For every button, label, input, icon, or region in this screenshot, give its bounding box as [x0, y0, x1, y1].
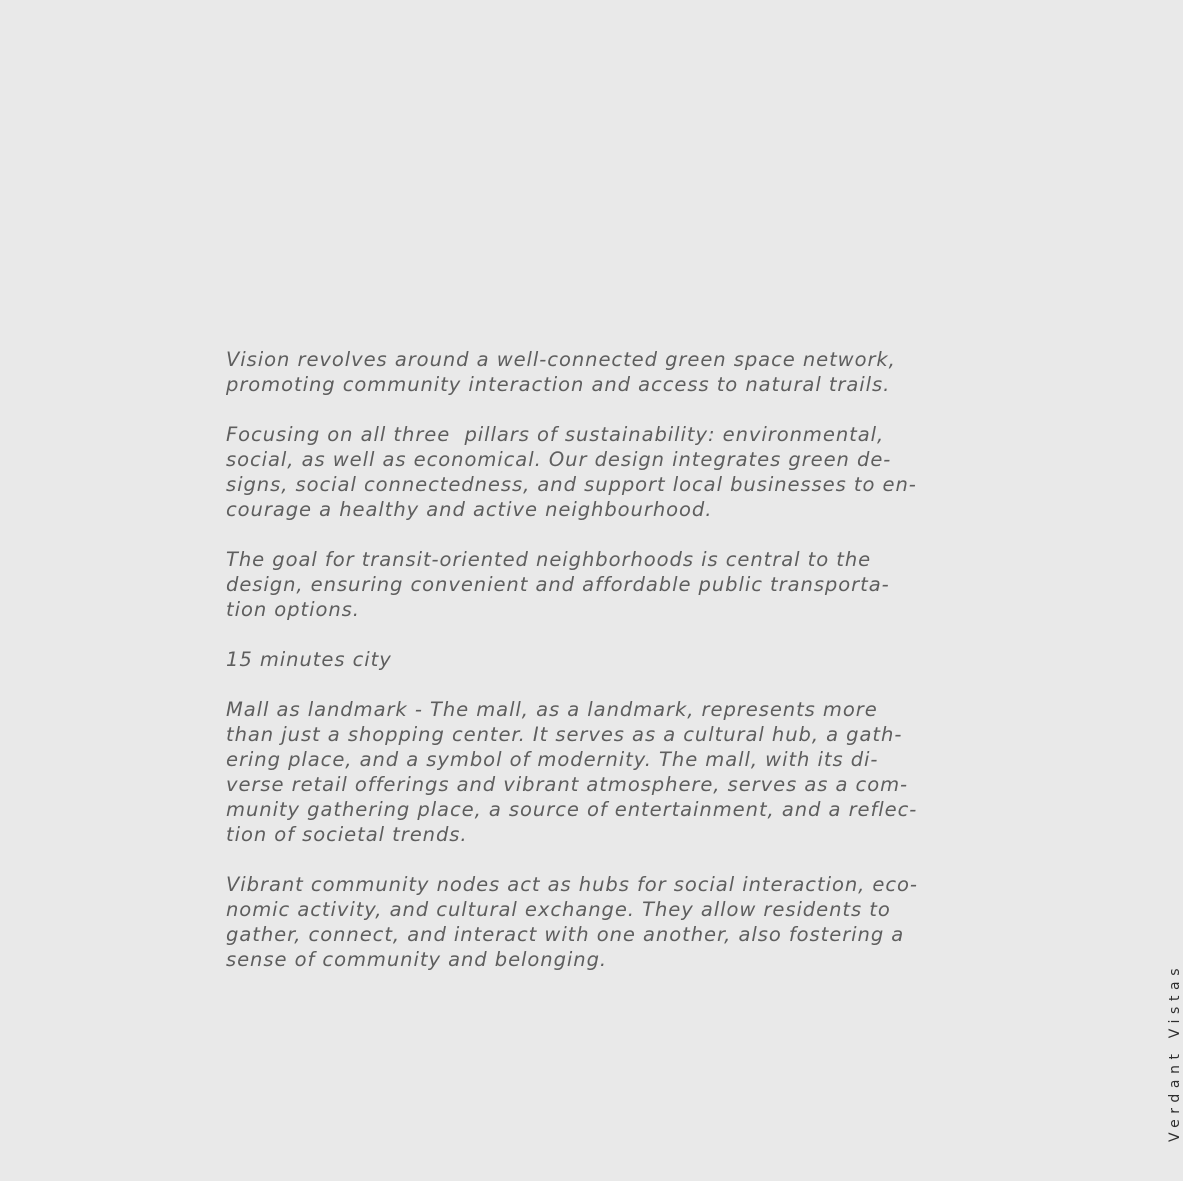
text-line: Focusing on all three pillars of sustainability: environmental,: [226, 423, 885, 446]
text-line: verse retail offerings and vibrant atmosphere, serves as a com-: [226, 773, 909, 796]
text-line: sense of community and belonging.: [226, 948, 608, 971]
paragraph-sustainability: [226, 422, 986, 522]
paragraph-transit: [226, 547, 986, 622]
paragraph-vision: [226, 347, 986, 397]
text-line: tion options.: [226, 598, 360, 621]
text-line: The goal for transit-oriented neighborhoods is central to the: [226, 548, 872, 571]
text-line: nomic activity, and cultural exchange. They allow residents to: [226, 898, 891, 921]
brand-label: Verdant Vistas: [1167, 962, 1183, 1142]
body-text: [226, 347, 986, 997]
text-line: 15 minutes city: [226, 648, 392, 671]
text-line: Mall as landmark - The mall, as a landmark, represents more: [226, 698, 878, 721]
text-line: Vibrant community nodes act as hubs for social interaction, eco-: [226, 873, 918, 896]
text-line: tion of societal trends.: [226, 823, 468, 846]
text-line: munity gathering place, a source of entertainment, and a reflec-: [226, 798, 918, 821]
text-line: than just a shopping center. It serves as a cultural hub, a gath-: [226, 723, 903, 746]
text-line: promoting community interaction and access to natural trails.: [226, 373, 891, 396]
paragraph-community-nodes: [226, 872, 986, 972]
text-line: Vision revolves around a well-connected green space network,: [226, 348, 896, 371]
text-line: gather, connect, and interact with one another, also fostering a: [226, 923, 905, 946]
text-line: design, ensuring convenient and affordable public transporta-: [226, 573, 890, 596]
text-line: signs, social connectedness, and support local businesses to en-: [226, 473, 917, 496]
paragraph-15-minutes-city: [226, 647, 986, 672]
paragraph-mall-landmark: [226, 697, 986, 847]
text-line: social, as well as economical. Our design integrates green de-: [226, 448, 892, 471]
text-line: ering place, and a symbol of modernity. The mall, with its di-: [226, 748, 879, 771]
text-line: courage a healthy and active neighbourhood.: [226, 498, 713, 521]
